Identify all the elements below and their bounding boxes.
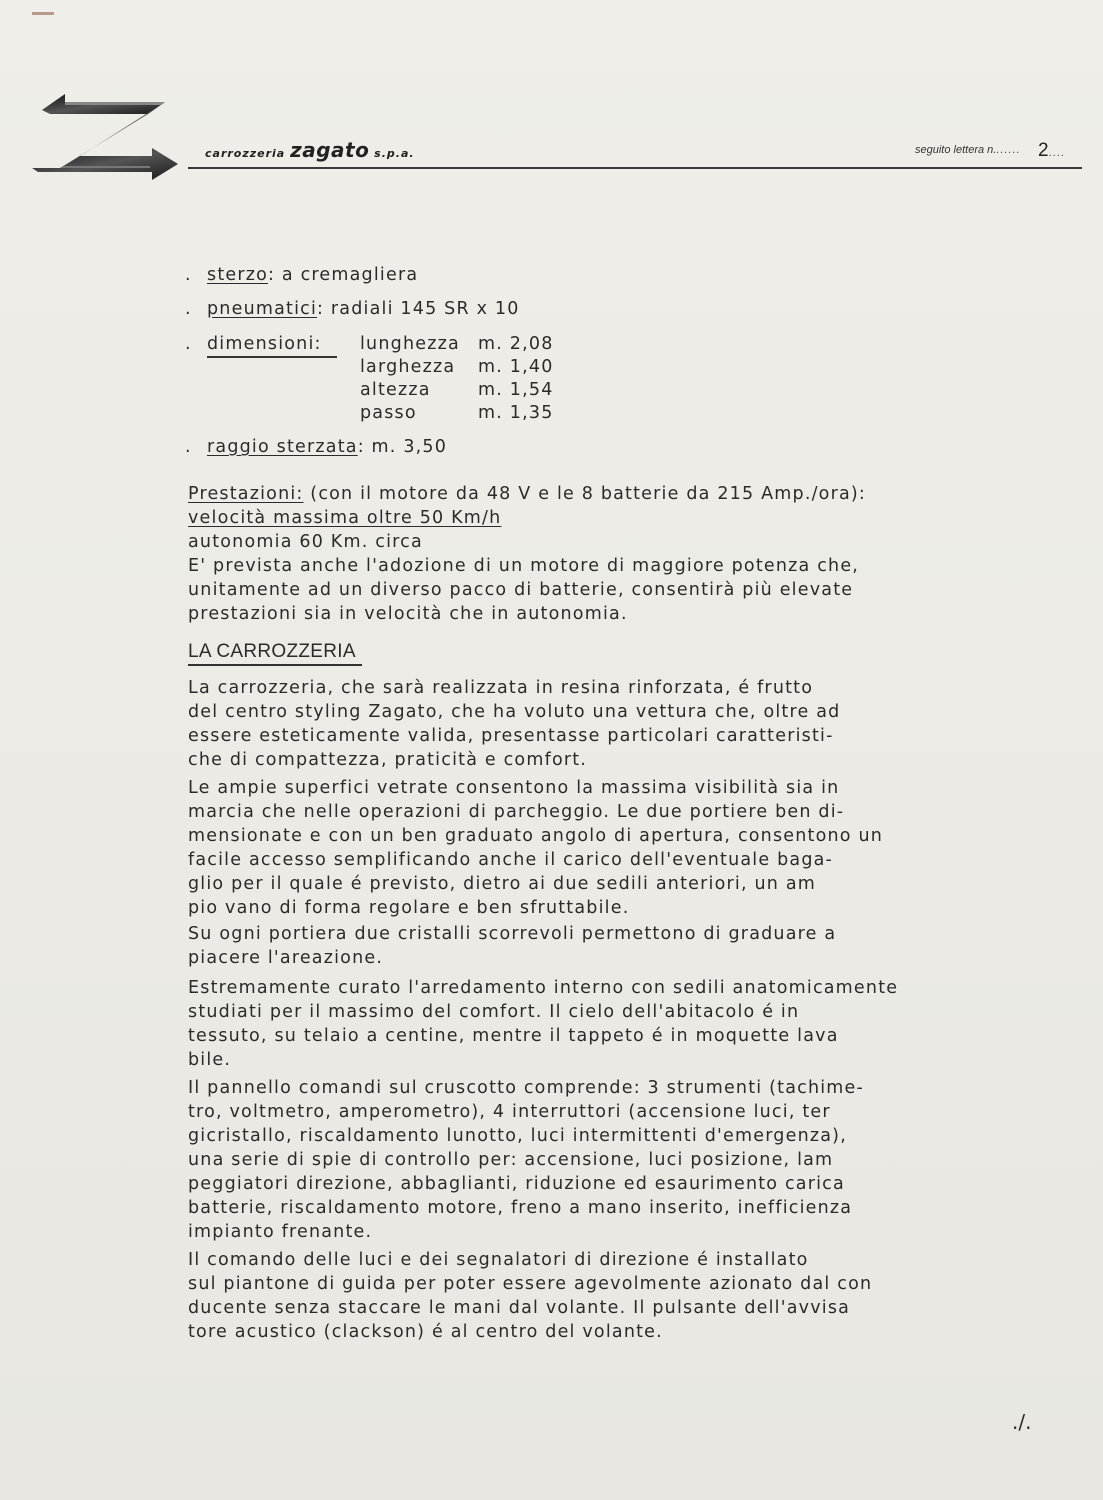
company-name	[205, 138, 415, 162]
paragraph-arredamento	[188, 976, 1048, 1072]
text-line: tore acustico (clackson) é al centro del volante.	[188, 1322, 663, 1342]
spec-dimensioni-label: dimensioni	[207, 334, 315, 354]
spec-dimensioni: . dimensioni:	[185, 334, 322, 354]
text-line: sul piantone di guida per poter essere agevolmente azionato dal con	[188, 1274, 873, 1294]
seguito-lettera	[915, 144, 1021, 156]
dim-value: m. 1,40	[478, 357, 554, 377]
text-line: Estremamente curato l'arredamento interno con sedili anatomicamente	[188, 978, 899, 998]
text-line: piacere l'areazione.	[188, 948, 384, 968]
text-line: studiati per il massimo del comfort. Il cielo dell'abitacolo é in	[188, 1002, 800, 1022]
prestazioni-line1: (con il motore da 48 V e le 8 batterie da 215 Amp./ora):	[303, 484, 867, 504]
spec-raggio: . raggio sterzata: m. 3,50	[185, 437, 448, 457]
paper-mark	[32, 12, 54, 15]
text-line: glio per il quale é previsto, dietro ai due sedili anteriori, un am	[188, 874, 816, 894]
dim-value: m. 1,35	[478, 403, 554, 423]
spec-raggio-label: raggio sterzata	[207, 437, 358, 457]
text-line: bile.	[188, 1050, 232, 1070]
text-line: del centro styling Zagato, che ha voluto una vettura che, oltre ad	[188, 702, 841, 722]
section-heading-underline	[188, 664, 362, 666]
dimensioni-row	[360, 357, 588, 380]
company-suffix: s.p.a.	[374, 147, 415, 160]
seguito-dots: ......	[996, 144, 1021, 156]
text-line: tro, voltmetro, amperometro), 4 interruttori (accensione luci, ter	[188, 1102, 831, 1122]
zagato-z-logo-icon	[30, 88, 180, 183]
seguito-label: seguito lettera n.	[915, 144, 997, 156]
text-line: mensionate e con un ben graduato angolo di apertura, consentono un	[188, 826, 884, 846]
prestazioni-line	[188, 506, 1048, 530]
page-number	[1038, 140, 1065, 162]
dim-label: passo	[360, 403, 417, 423]
spec-sterzo-value: : a cremagliera	[268, 265, 419, 285]
prestazioni-line: unitamente ad un diverso pacco di batterie, consentirà più elevate	[188, 580, 854, 600]
text-line: una serie di spie di controllo per: accensione, luci posizione, lam	[188, 1150, 834, 1170]
text-line: essere esteticamente valida, presentasse particolari caratteristi-	[188, 726, 834, 746]
paragraph-comando	[188, 1248, 1048, 1344]
dim-value: m. 2,08	[478, 334, 554, 354]
dimensioni-row	[360, 380, 588, 403]
spec-dimensioni-colon: :	[314, 334, 322, 354]
dim-label: lunghezza	[360, 334, 460, 354]
text-line: gicristallo, riscaldamento lunotto, luci intermittenti d'emergenza),	[188, 1126, 847, 1146]
text-line: impianto frenante.	[188, 1222, 373, 1242]
continuation-mark: ./.	[1012, 1410, 1032, 1434]
paragraph-carrozzeria	[188, 676, 1048, 772]
company-brand: zagato	[290, 138, 370, 162]
company-prefix: carrozzeria	[205, 147, 286, 160]
prestazioni-label: Prestazioni:	[188, 484, 304, 504]
paragraph-portiera	[188, 922, 1048, 970]
spec-sterzo: . sterzo: a cremagliera	[185, 265, 419, 285]
dimensioni-row	[360, 334, 588, 357]
prestazioni-line: prestazioni sia in velocità che in autonomia.	[188, 604, 628, 624]
text-line: Le ampie superfici vetrate consentono la massima visibilità sia in	[188, 778, 840, 798]
paragraph-pannello	[188, 1076, 1048, 1244]
spec-pneumatici-label: pneumatici	[207, 299, 318, 319]
text-line: batterie, riscaldamento motore, freno a mano inserito, inefficienza	[188, 1198, 853, 1218]
dim-label: altezza	[360, 380, 431, 400]
page-number-value: 2	[1038, 140, 1049, 161]
prestazioni-line: autonomia 60 Km. circa	[188, 532, 423, 552]
text-line: tessuto, su telaio a centine, mentre il tappeto é in moquette lava	[188, 1026, 839, 1046]
prestazioni-line: E' prevista anche l'adozione di un motore di maggiore potenza che,	[188, 556, 860, 576]
text-line: Il pannello comandi sul cruscotto comprende: 3 strumenti (tachime-	[188, 1078, 865, 1098]
section-heading: LA CARROZZERIA	[188, 641, 356, 662]
text-line: Il comando delle luci e dei segnalatori di direzione é installato	[188, 1250, 809, 1270]
text-line: La carrozzeria, che sarà realizzata in resina rinforzata, é frutto	[188, 678, 814, 698]
prestazioni-block	[188, 482, 1048, 626]
spec-pneumatici-value: : radiali 145 SR x 10	[317, 299, 520, 319]
dim-label: larghezza	[360, 357, 456, 377]
text-line: che di compattezza, praticità e comfort.	[188, 750, 588, 770]
dimensioni-row	[360, 403, 588, 426]
text-line: ducente senza staccare le mani dal volante. Il pulsante dell'avvisa	[188, 1298, 851, 1318]
text-line: pio vano di forma regolare e ben sfruttabile.	[188, 898, 630, 918]
text-line: peggiatori direzione, abbaglianti, riduzione ed esaurimento carica	[188, 1174, 845, 1194]
letterhead-rule	[188, 167, 1082, 169]
prestazioni-line2: velocità massima oltre 50 Km/h	[188, 508, 502, 528]
text-line: marcia che nelle operazioni di parcheggio. Le due portiere ben di-	[188, 802, 845, 822]
spec-sterzo-label: sterzo	[207, 265, 269, 285]
page-number-dots: ....	[1048, 147, 1065, 159]
prestazioni-line	[188, 482, 1048, 506]
text-line: Su ogni portiera due cristalli scorrevoli permettono di graduare a	[188, 924, 837, 944]
spec-raggio-value: : m. 3,50	[357, 437, 448, 457]
dimensioni-underline	[207, 356, 337, 358]
spec-pneumatici: . pneumatici: radiali 145 SR x 10	[185, 299, 520, 319]
text-line: facile accesso semplificando anche il carico dell'eventuale baga-	[188, 850, 834, 870]
paragraph-vetrate	[188, 776, 1048, 920]
dim-value: m. 1,54	[478, 380, 554, 400]
dimensioni-table	[360, 334, 588, 426]
